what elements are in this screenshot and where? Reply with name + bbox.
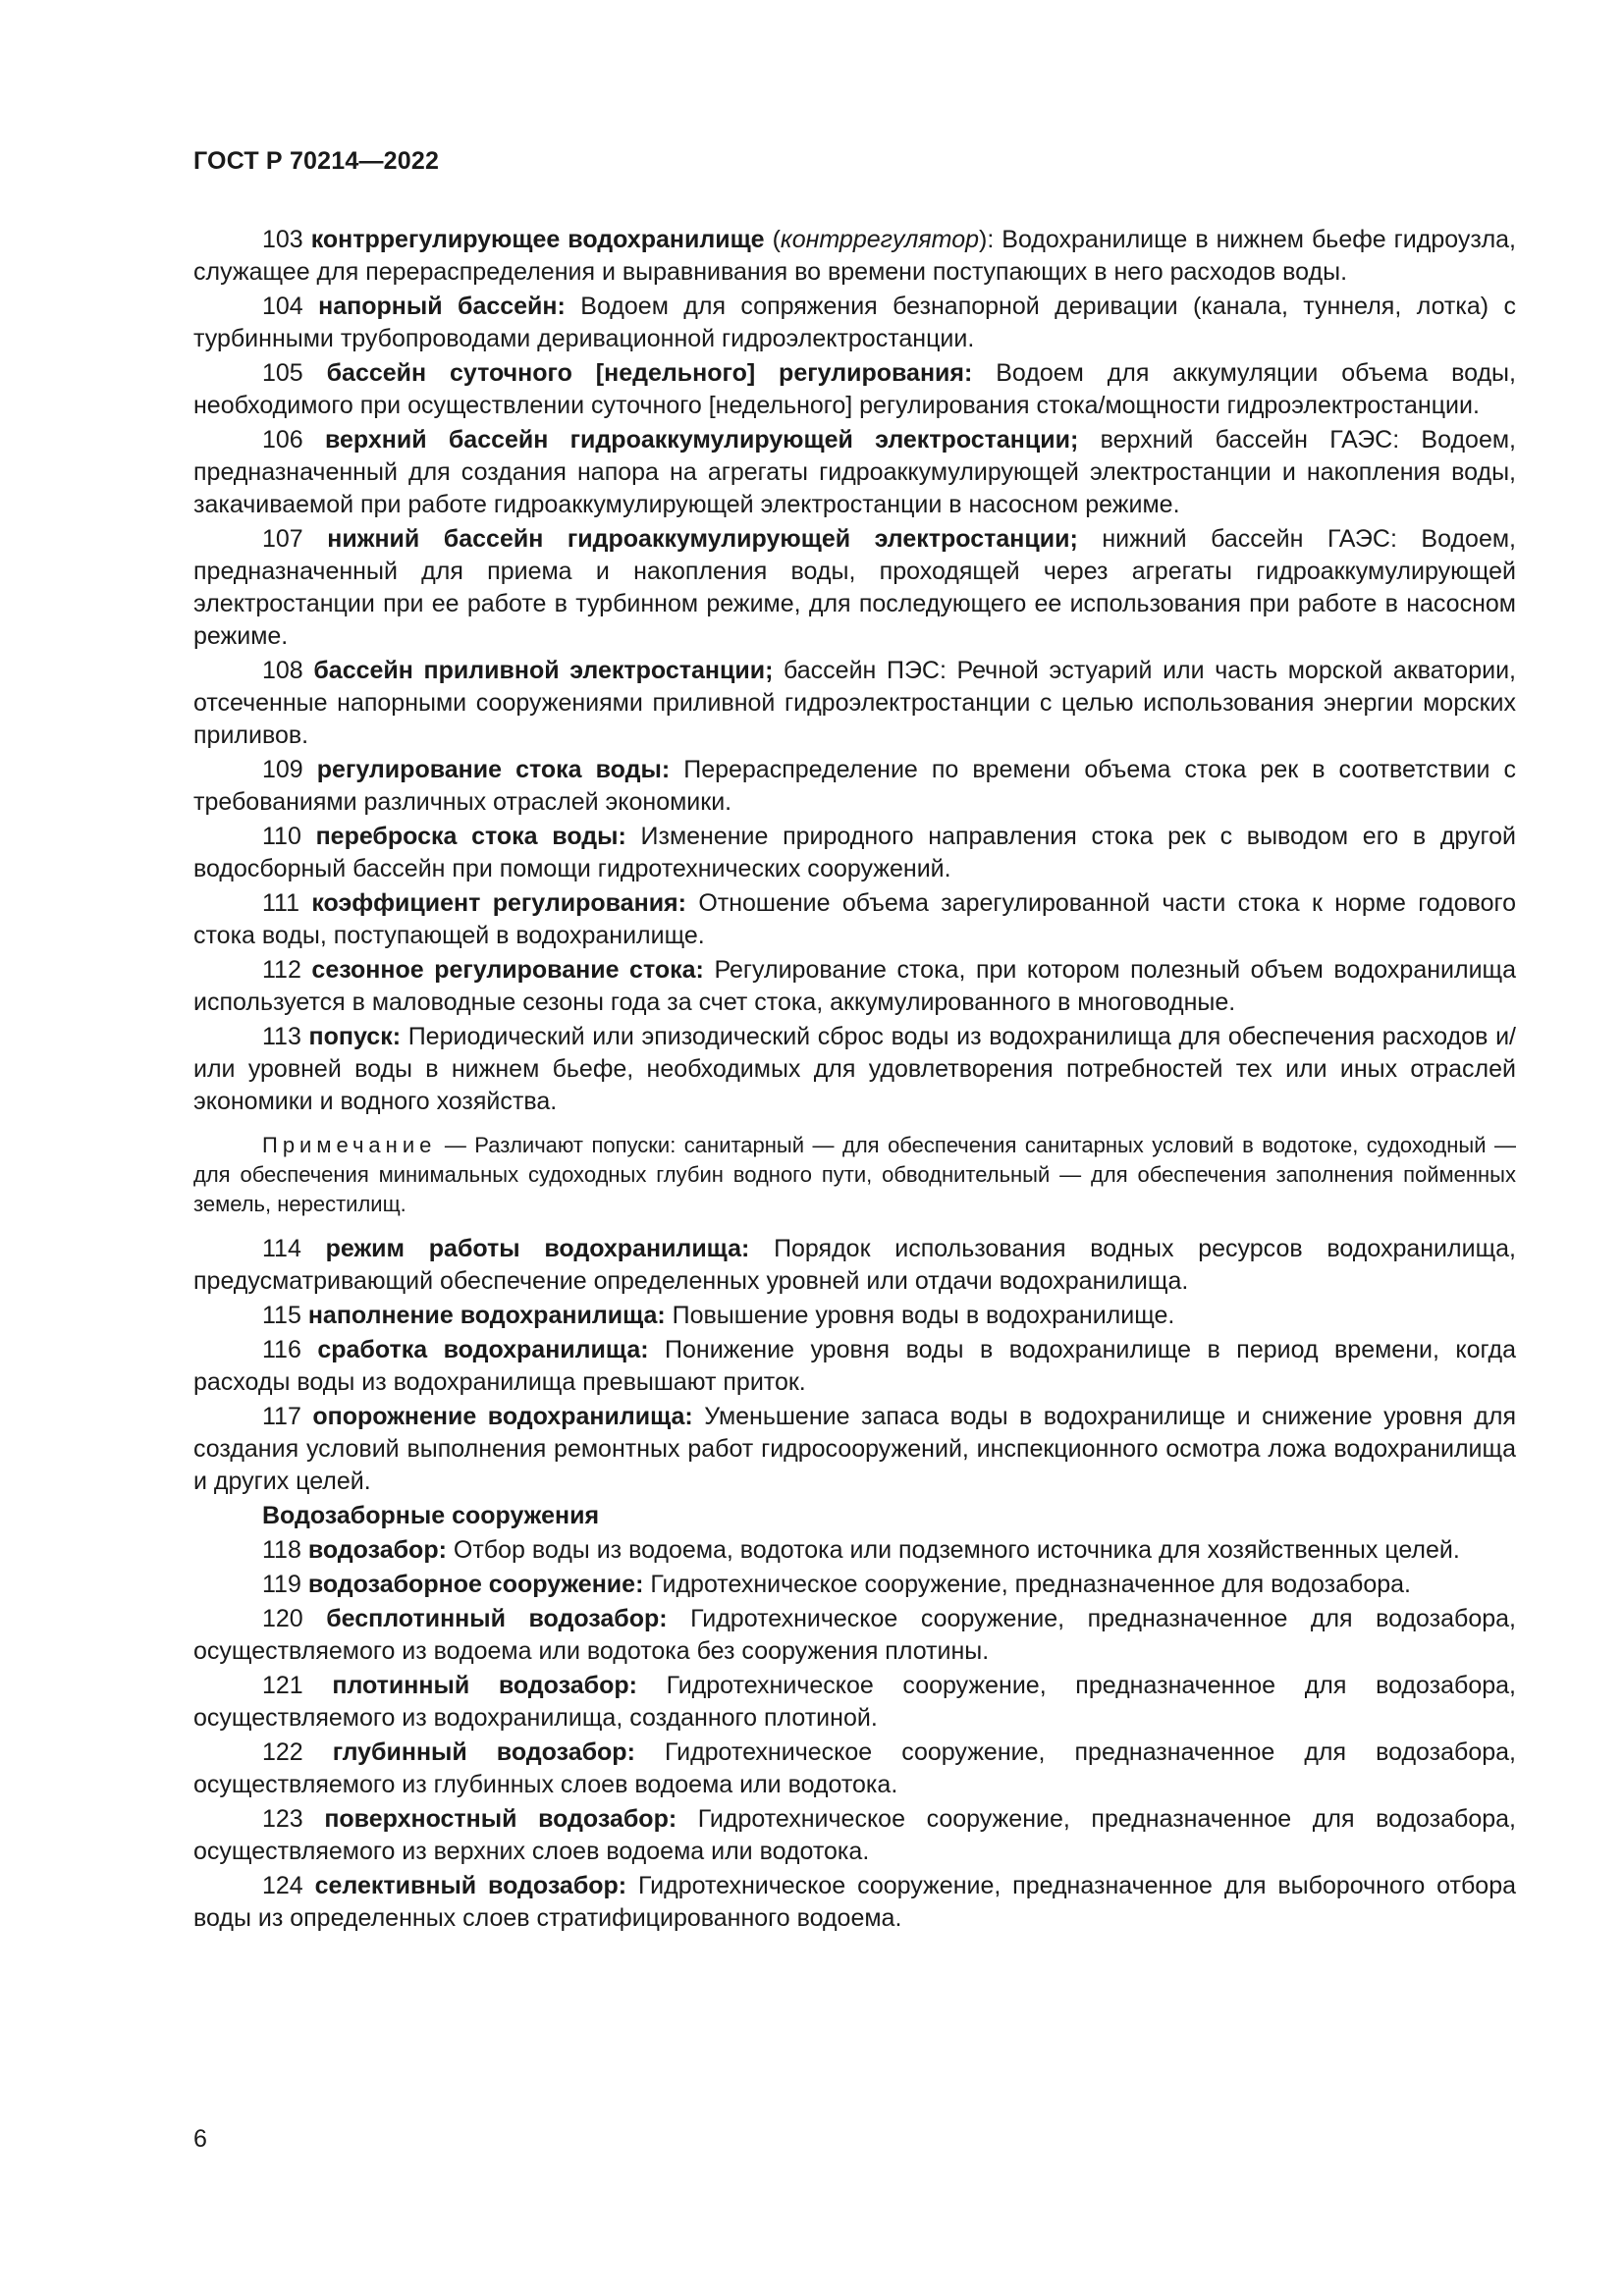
term-entry	[193, 754, 1516, 819]
term-entry	[193, 655, 1516, 752]
term-name: сработка водохранилища:	[317, 1336, 649, 1363]
term-entry	[193, 291, 1516, 355]
term-number: 104	[262, 293, 303, 320]
note-paragraph	[193, 1131, 1516, 1219]
term-entry	[193, 1670, 1516, 1735]
term-number: 114	[262, 1235, 301, 1262]
document-header: ГОСТ Р 70214—2022	[193, 147, 440, 175]
term-definition: Повышение уровня воды в водохранилище.	[672, 1302, 1175, 1329]
term-number: 103	[262, 226, 303, 253]
term-name: опорожнение водохранилища:	[312, 1403, 693, 1430]
term-definition: верхний бассейн ГАЭС: Водоем, предназначенный для создания напора на агрегаты гидроаккумулирующей электростанции и накопления воды, закачиваемой при работе гидроаккумулирующей электростанции в насосном режиме.	[193, 426, 1516, 518]
term-name: бесплотинный водозабор:	[326, 1605, 668, 1632]
term-number: 106	[262, 426, 303, 454]
term-name: сезонное регулирование стока:	[311, 956, 704, 984]
term-name: верхний бассейн гидроаккумулирующей электростанции;	[324, 426, 1079, 454]
term-definition: Порядок использования водных ресурсов водохранилища, предусматривающий обеспечение определенных уровней или отдачи водохранилища.	[193, 1235, 1516, 1295]
term-synonym: контррегулятор	[780, 226, 979, 253]
term-number: 105	[262, 359, 303, 387]
term-number: 115	[262, 1302, 301, 1329]
term-definition: Гидротехническое сооружение, предназначенное для водозабора, осуществляемого из глубинных слоев водоема или водотока.	[193, 1738, 1517, 1798]
term-entry	[193, 1870, 1516, 1935]
term-definition: Гидротехническое сооружение, предназначенное для водозабора, осуществляемого из водоема или водотока без сооружения плотины.	[193, 1605, 1516, 1665]
term-number: 117	[262, 1403, 301, 1430]
term-number: 116	[262, 1336, 301, 1363]
page-number: 6	[193, 2125, 207, 2153]
term-entry	[193, 887, 1516, 952]
term-name: регулирование стока воды:	[316, 756, 671, 783]
term-definition: нижний бассейн ГАЭС: Водоем, предназначенный для приема и накопления воды, проходящей через агрегаты гидроаккумулирующей электростанции при ее работе в турбинном режиме, для последующего ее использования при работе в насосном режиме.	[193, 525, 1516, 650]
term-entry	[193, 523, 1516, 653]
term-name: напорный бассейн:	[318, 293, 566, 320]
term-entry	[193, 1334, 1516, 1399]
term-entry	[193, 1401, 1516, 1498]
term-number: 113	[262, 1023, 301, 1050]
term-name: глубинный водозабор:	[332, 1738, 635, 1766]
term-entry	[193, 821, 1516, 885]
term-number: 124	[262, 1872, 303, 1899]
term-name: водозаборное сооружение:	[307, 1571, 644, 1598]
term-entry	[193, 1021, 1516, 1118]
term-entry	[193, 1803, 1516, 1868]
term-number: 107	[262, 525, 303, 553]
term-entry	[193, 357, 1516, 422]
term-name: режим работы водохранилища:	[325, 1235, 750, 1262]
term-definition: Водоем для аккумуляции объема воды, необходимого при осуществлении суточного [недельного] регулирования стока/мощности гидроэлектростанции.	[193, 359, 1516, 419]
term-number: 110	[262, 823, 301, 850]
term-number: 108	[262, 657, 303, 684]
term-number: 109	[262, 756, 303, 783]
term-entry	[193, 1300, 1516, 1332]
term-entry	[193, 1603, 1516, 1668]
term-name: нижний бассейн гидроаккумулирующей электростанции;	[327, 525, 1078, 553]
term-definition: Отношение объема зарегулированной части стока к норме годового стока воды, поступающей в водохранилище.	[193, 889, 1517, 949]
term-definition: Гидротехническое сооружение, предназначенное для водозабора, осуществляемого из верхних слоев водоема или водотока.	[193, 1805, 1516, 1865]
term-definition: Уменьшение запаса воды в водохранилище и снижение уровня для создания условий выполнения ремонтных работ гидросооружений, инспекционного осмотра ложа водохранилища и других целей.	[193, 1403, 1517, 1495]
term-definition: Регулирование стока, при котором полезный объем водохранилища используется в маловодные сезоны года за счет стока, аккумулированного в многоводные.	[193, 956, 1517, 1016]
term-entry	[193, 1736, 1516, 1801]
term-number: 120	[262, 1605, 303, 1632]
term-name: бассейн приливной электростанции;	[313, 657, 774, 684]
term-definition: Водоем для сопряжения безнапорной деривации (канала, туннеля, лотка) с турбинными трубопроводами деривационной гидроэлектростанции.	[193, 293, 1516, 352]
document-body	[193, 224, 1516, 1937]
term-definition: Гидротехническое сооружение, предназначенное для водозабора, осуществляемого из водохранилища, созданного плотиной.	[193, 1672, 1516, 1732]
term-name: контррегулирующее водохранилище	[310, 226, 765, 253]
term-name: плотинный водозабор:	[332, 1672, 637, 1699]
term-number: 119	[262, 1571, 301, 1598]
term-name: селективный водозабор:	[314, 1872, 627, 1899]
term-definition: Периодический или эпизодический сброс воды из водохранилища для обеспечения расходов и/или уровней воды в нижнем бьефе, необходимых для удовлетворения потребностей тех или иных отраслей экономики и водного хозяйства.	[193, 1023, 1517, 1115]
term-name: бассейн суточного [недельного] регулирования:	[326, 359, 973, 387]
term-number: 111	[262, 889, 300, 917]
term-name: поверхностный водозабор:	[324, 1805, 677, 1833]
term-name: водозабор:	[307, 1536, 447, 1564]
term-entry	[193, 1534, 1516, 1567]
note-text: — Различают попуски: санитарный — для обеспечения санитарных условий в водотоке, судоходный — для обеспечения минимальных судоходных глубин водного пути, обводнительный — для обеспечения заполнения пойменных земель, нерестилищ.	[193, 1133, 1516, 1216]
term-definition: Изменение природного направления стока рек с выводом его в другой водосборный бассейн при помощи гидротехнических сооружений.	[193, 823, 1516, 882]
term-definition: Водохранилище в нижнем бьефе гидроузла, служащее для перераспределения и выравнивания во времени поступающих в него расходов воды.	[193, 226, 1517, 286]
term-entry	[193, 1233, 1516, 1298]
term-number: 112	[262, 956, 301, 984]
term-number: 121	[262, 1672, 303, 1699]
term-definition: Отбор воды из водоема, водотока или подземного источника для хозяйственных целей.	[453, 1536, 1460, 1564]
term-entry	[193, 1569, 1516, 1601]
term-name: коэффициент регулирования:	[311, 889, 686, 917]
note-label: Примечание	[262, 1133, 437, 1157]
term-definition: Перераспределение по времени объема стока рек в соответствии с требованиями различных отраслей экономики.	[193, 756, 1516, 816]
term-number: 118	[262, 1536, 301, 1564]
term-entry	[193, 424, 1516, 521]
term-name: попуск:	[308, 1023, 402, 1050]
term-definition: Гидротехническое сооружение, предназначенное для выборочного отбора воды из определенных слоев стратифицированного водоема.	[193, 1872, 1517, 1932]
section-heading: Водозаборные сооружения	[262, 1502, 600, 1529]
term-name: переброска стока воды:	[315, 823, 626, 850]
term-number: 122	[262, 1738, 303, 1766]
term-definition: Гидротехническое сооружение, предназначенное для водозабора.	[650, 1571, 1411, 1598]
term-name: наполнение водохранилища:	[307, 1302, 666, 1329]
term-entry: 103 контррегулирующее водохранилище (контррегулятор): Водохранилище в нижнем бьефе гидроузла, служащее для перераспределения и выравнивания во времени поступающих в него расходов воды.	[193, 226, 1517, 286]
term-definition: бассейн ПЭС: Речной эстуарий или часть морской акватории, отсеченные напорными сооружениями приливной гидроэлектростанции с целью использования энергии морских приливов.	[193, 657, 1516, 749]
term-definition: Понижение уровня воды в водохранилище в период времени, когда расходы воды из водохранилища превышают приток.	[193, 1336, 1516, 1396]
term-number: 123	[262, 1805, 303, 1833]
term-entry	[193, 954, 1516, 1019]
